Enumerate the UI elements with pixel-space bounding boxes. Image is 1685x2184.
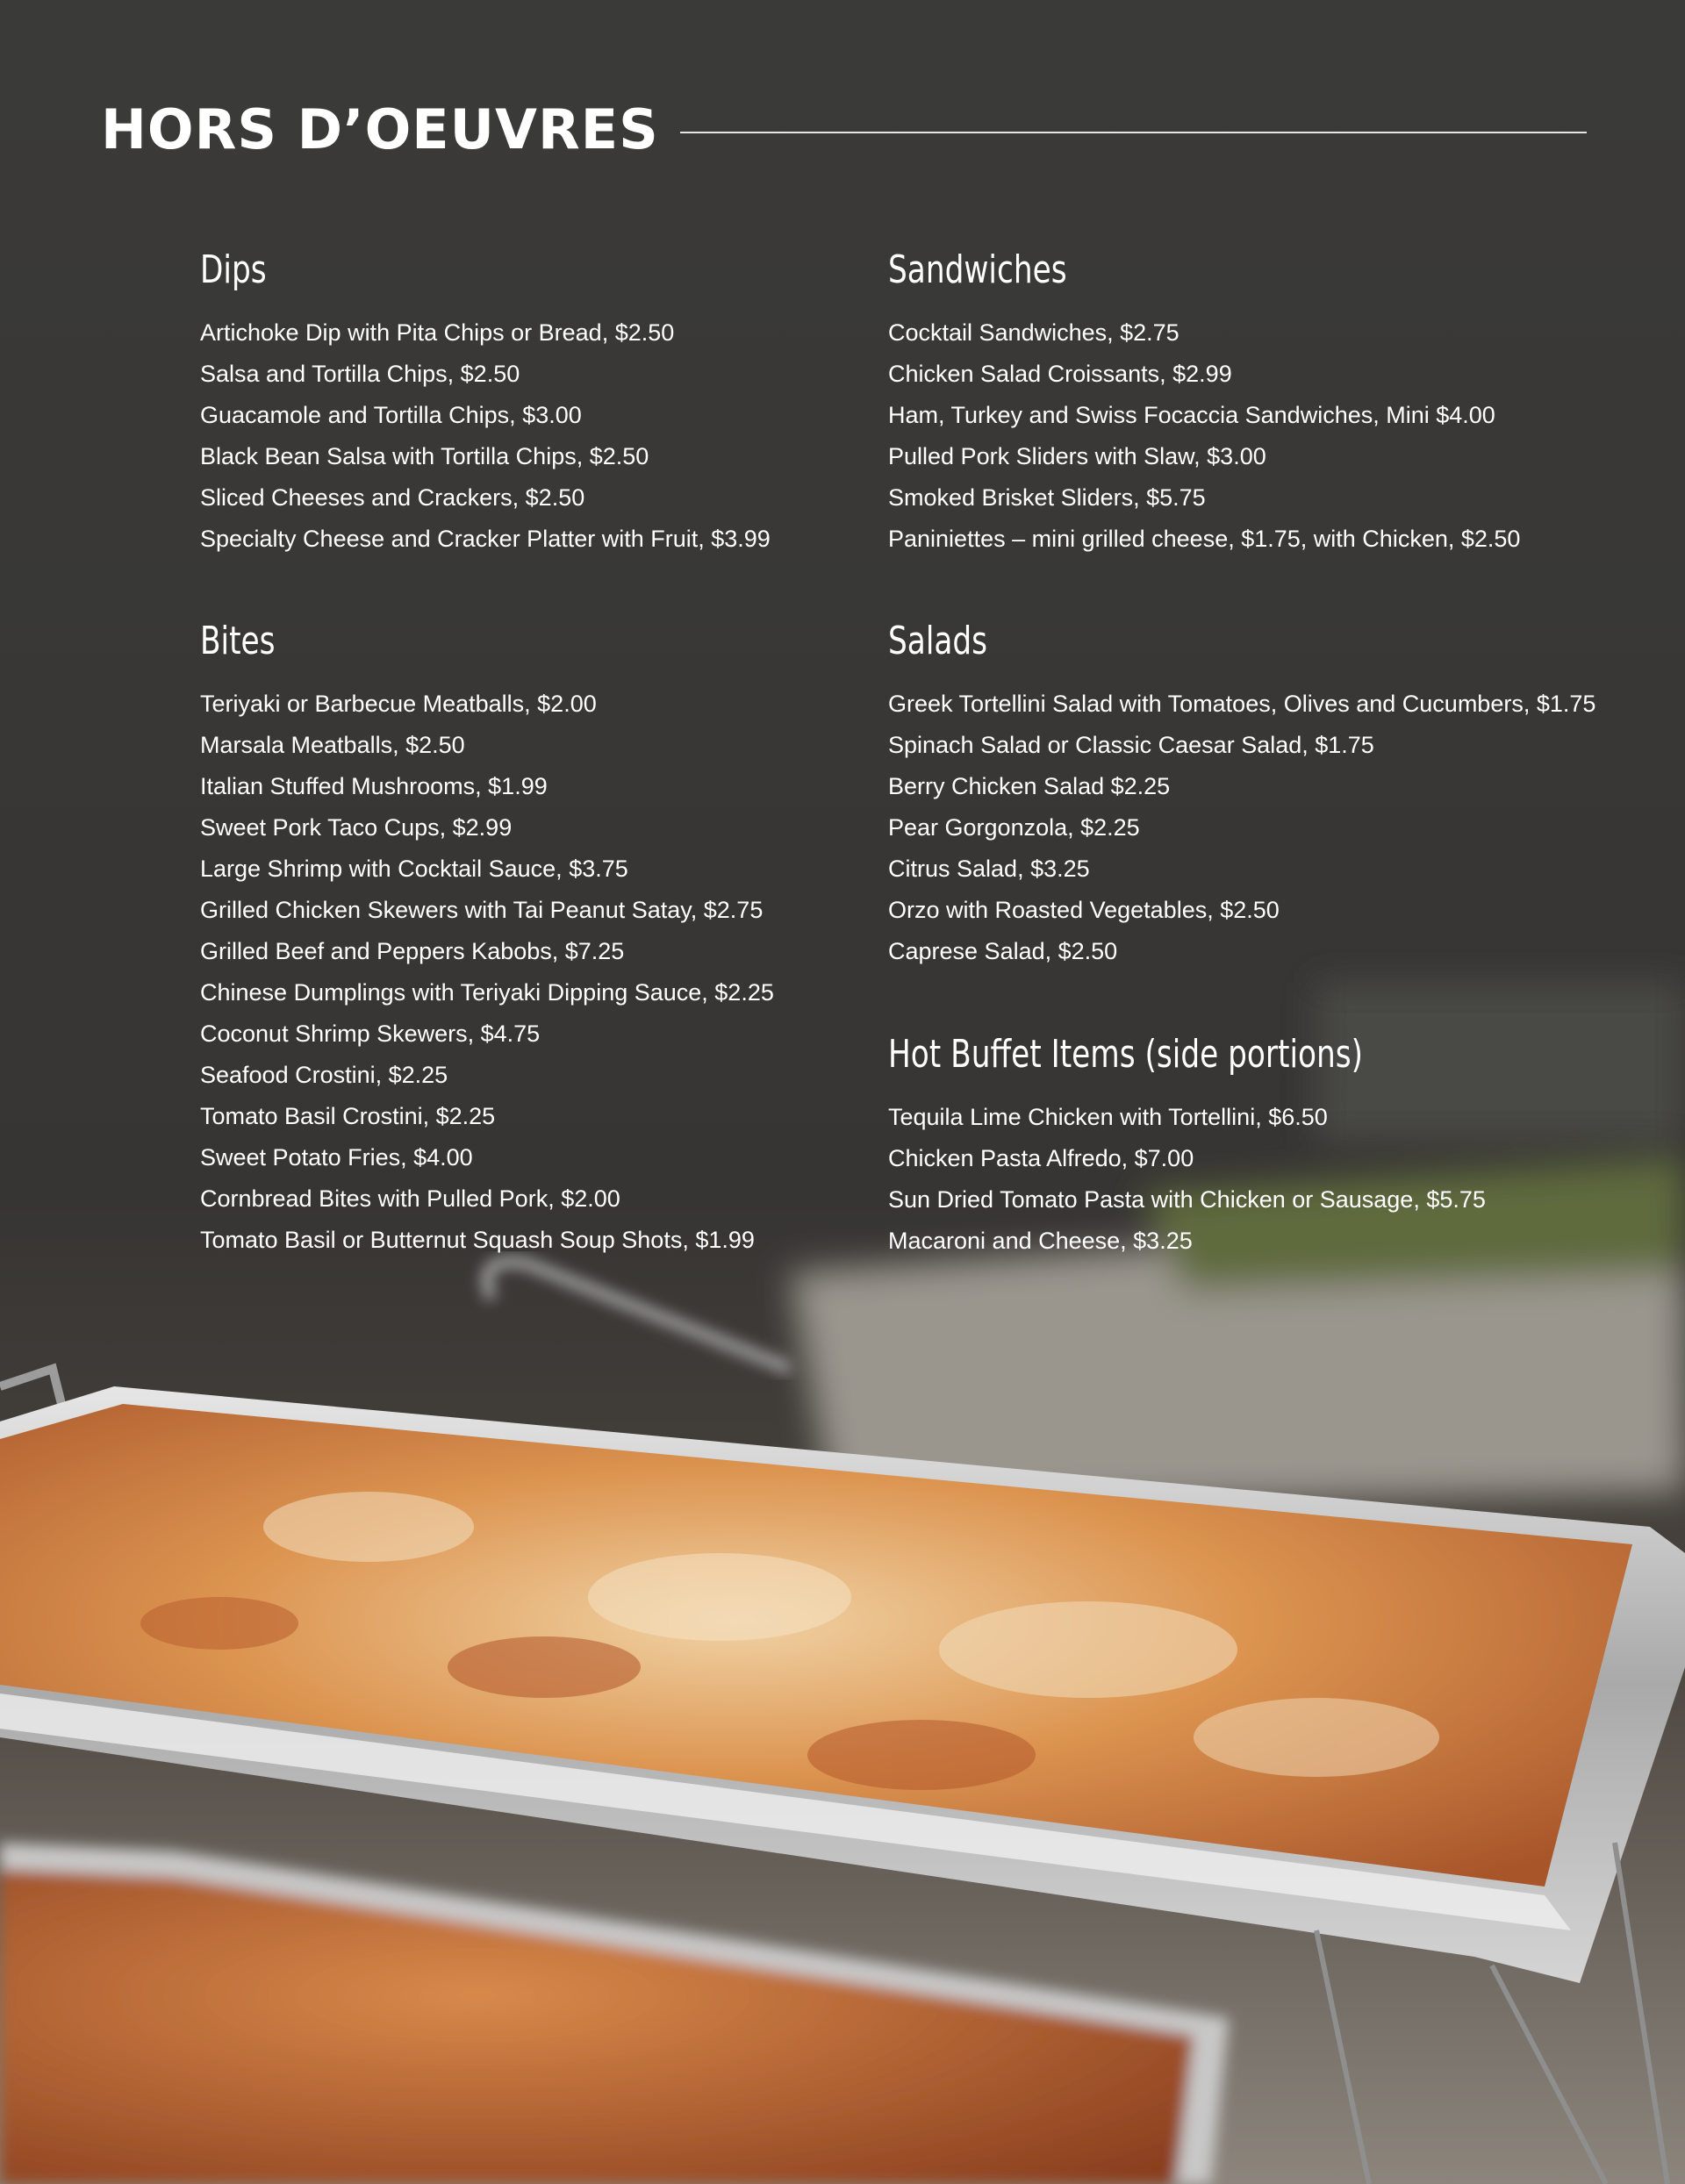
menu-item: Grilled Beef and Peppers Kabobs, $7.25 xyxy=(200,938,625,964)
menu-item: Spinach Salad or Classic Caesar Salad, $1.75 xyxy=(888,732,1374,758)
menu-item: Chicken Pasta Alfredo, $7.00 xyxy=(888,1145,1194,1171)
menu-item: Cocktail Sandwiches, $2.75 xyxy=(888,319,1180,346)
menu-item: Chicken Salad Croissants, $2.99 xyxy=(888,361,1232,387)
menu-item: Teriyaki or Barbecue Meatballs, $2.00 xyxy=(200,691,597,717)
menu-item: Black Bean Salsa with Tortilla Chips, $2.50 xyxy=(200,443,649,469)
dips-list xyxy=(200,312,771,560)
section-heading-dips: Dips xyxy=(200,247,267,292)
menu-item: Orzo with Roasted Vegetables, $2.50 xyxy=(888,897,1280,923)
menu-item: Ham, Turkey and Swiss Focaccia Sandwiches, Mini $4.00 xyxy=(888,402,1495,428)
section-heading-hot-buffet: Hot Buffet Items (side portions) xyxy=(888,1032,1364,1077)
menu-item: Pear Gorgonzola, $2.25 xyxy=(888,814,1140,841)
bites-list xyxy=(200,684,774,1261)
menu-item: Macaroni and Cheese, $3.25 xyxy=(888,1228,1193,1254)
menu-item: Sweet Potato Fries, $4.00 xyxy=(200,1144,473,1171)
menu-item: Sliced Cheeses and Crackers, $2.50 xyxy=(200,484,585,511)
menu-item: Caprese Salad, $2.50 xyxy=(888,938,1118,964)
page-title: HORS D’OEUVRES xyxy=(101,97,659,161)
menu-item: Chinese Dumplings with Teriyaki Dipping Sauce, $2.25 xyxy=(200,979,774,1006)
hot-buffet-list xyxy=(888,1097,1497,1262)
salads-list xyxy=(888,684,1595,972)
menu-item: Pulled Pork Sliders with Slaw, $3.00 xyxy=(888,443,1266,469)
sandwiches-list xyxy=(888,312,1520,560)
menu-item: Sweet Pork Taco Cups, $2.99 xyxy=(200,814,513,841)
title-divider xyxy=(680,132,1587,133)
section-heading-salads: Salads xyxy=(888,619,988,663)
menu-item: Salsa and Tortilla Chips, $2.50 xyxy=(200,361,520,387)
menu-item: Tomato Basil or Butternut Squash Soup Shots, $1.99 xyxy=(200,1227,755,1253)
dips-section xyxy=(200,244,771,560)
menu-item: Tomato Basil Crostini, $2.25 xyxy=(200,1103,496,1129)
section-heading-bites: Bites xyxy=(200,619,276,663)
menu-item: Specialty Cheese and Cracker Platter with Fruit, $3.99 xyxy=(200,526,771,552)
menu-item: Sun Dried Tomato Pasta with Chicken or Sausage, $5.75 xyxy=(888,1186,1486,1213)
salads-section xyxy=(888,615,1595,972)
menu-item: Marsala Meatballs, $2.50 xyxy=(200,732,465,758)
menu-item: Tequila Lime Chicken with Tortellini, $6.50 xyxy=(888,1104,1328,1130)
menu-item: Citrus Salad, $3.25 xyxy=(888,856,1090,882)
menu-item: Italian Stuffed Mushrooms, $1.99 xyxy=(200,773,548,799)
page-header xyxy=(101,95,1587,165)
menu-item: Seafood Crostini, $2.25 xyxy=(200,1062,448,1088)
section-heading-sandwiches: Sandwiches xyxy=(888,247,1067,292)
menu-item: Smoked Brisket Sliders, $5.75 xyxy=(888,484,1206,511)
menu-item: Greek Tortellini Salad with Tomatoes, Olives and Cucumbers, $1.75 xyxy=(888,691,1596,717)
menu-item: Artichoke Dip with Pita Chips or Bread, $2.50 xyxy=(200,319,675,346)
hot-buffet-section xyxy=(888,1028,1497,1262)
menu-item: Coconut Shrimp Skewers, $4.75 xyxy=(200,1020,541,1047)
sandwiches-section xyxy=(888,244,1520,560)
menu-item: Large Shrimp with Cocktail Sauce, $3.75 xyxy=(200,856,628,882)
menu-item: Berry Chicken Salad $2.25 xyxy=(888,773,1171,799)
menu-item: Paniniettes – mini grilled cheese, $1.75, with Chicken, $2.50 xyxy=(888,526,1521,552)
menu-item: Cornbread Bites with Pulled Pork, $2.00 xyxy=(200,1185,620,1212)
menu-item: Guacamole and Tortilla Chips, $3.00 xyxy=(200,402,582,428)
bites-section xyxy=(200,615,774,1261)
menu-item: Grilled Chicken Skewers with Tai Peanut Satay, $2.75 xyxy=(200,897,764,923)
